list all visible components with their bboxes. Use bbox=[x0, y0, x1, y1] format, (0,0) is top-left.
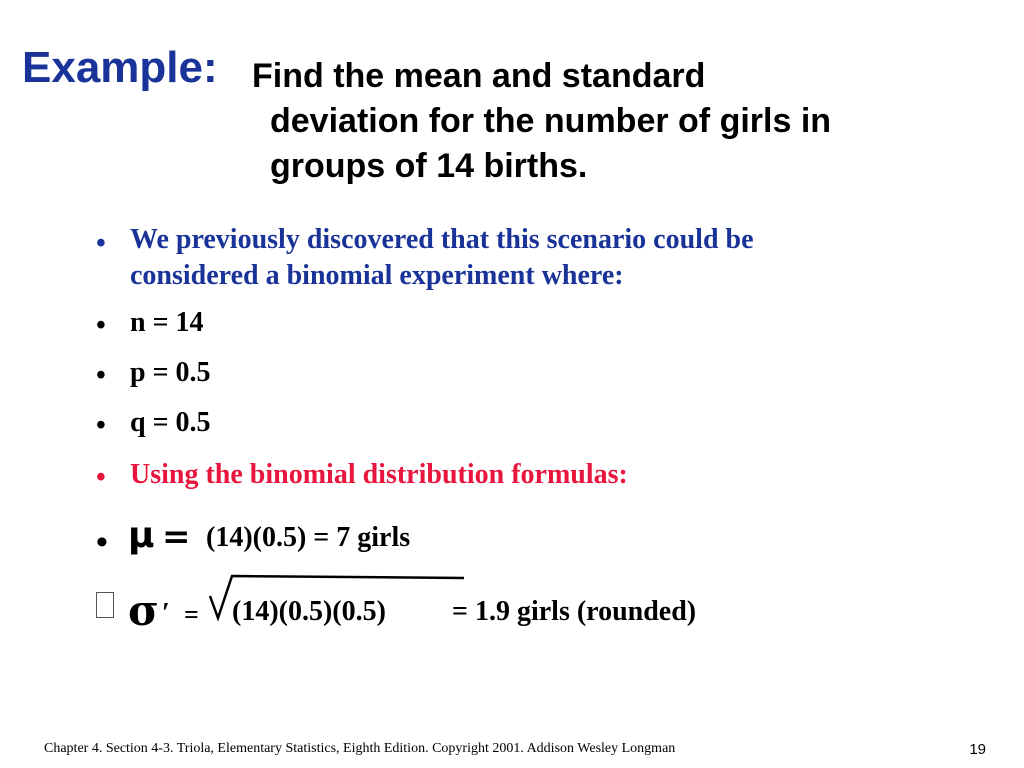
footer-note: Chapter 4. Section 4-3. Triola, Elementary Statistics, Eighth Edition. Copyright 2001. Addison Wesley Longman bbox=[44, 741, 676, 756]
title-line-1: Find the mean and standard bbox=[252, 57, 706, 95]
sigma-result: = 1.9 girls (rounded) bbox=[452, 596, 697, 627]
bullet-item-3: p = 0.5 bbox=[130, 357, 211, 388]
bullet-item-5: Using the binomial distribution formulas: bbox=[130, 459, 628, 490]
bullet-item-1-line-2: considered a binomial experiment where: bbox=[130, 260, 624, 291]
mean-expression: (14)(0.5) = 7 girls bbox=[206, 522, 411, 553]
title-text bbox=[252, 54, 972, 189]
sigma-equals: = bbox=[184, 600, 199, 629]
bullet-item-1-line-1: We previously discovered that this scenario could be bbox=[130, 224, 754, 255]
title-line-2: deviation for the number of girls in bbox=[270, 102, 832, 140]
sigma-symbol: σ bbox=[128, 586, 159, 635]
sigma-mark: ′ bbox=[162, 598, 170, 629]
bullet-marker-1: • bbox=[96, 228, 106, 259]
bullet-item-4: q = 0.5 bbox=[130, 407, 211, 438]
bullet-marker-5: • bbox=[96, 462, 106, 493]
mean-marker: • bbox=[96, 524, 108, 561]
title-line-3: groups of 14 births. bbox=[270, 147, 588, 185]
bullet-item-1 bbox=[130, 222, 754, 294]
mu-equals: = bbox=[162, 517, 191, 557]
placeholder-box-icon bbox=[96, 592, 114, 618]
bullet-item-2: n = 14 bbox=[130, 307, 204, 338]
title-label: Example: bbox=[22, 43, 218, 92]
bullet-marker-2: • bbox=[96, 310, 106, 341]
sigma-radicand: (14)(0.5)(0.5) bbox=[232, 596, 386, 627]
page-number: 19 bbox=[969, 741, 986, 758]
bullet-marker-4: • bbox=[96, 410, 106, 441]
mu-symbol: μ bbox=[128, 515, 155, 556]
bullet-marker-3: • bbox=[96, 360, 106, 391]
